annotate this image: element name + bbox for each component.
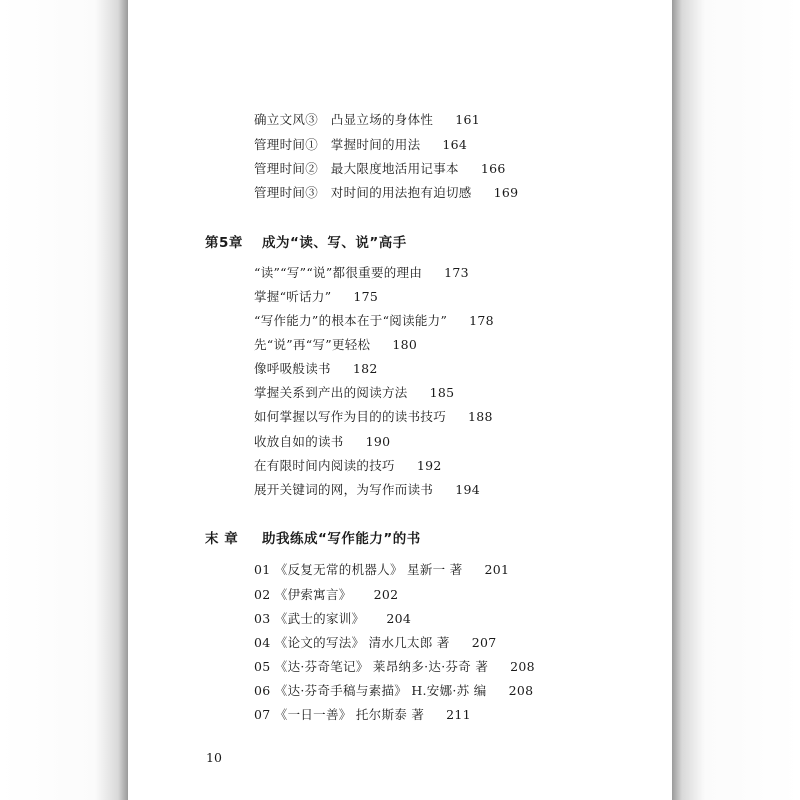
- toc-entry-title: 掌握关系到产出的阅读方法: [254, 385, 408, 400]
- toc-entry-page: 166: [480, 161, 506, 176]
- toc-entry-title: 管理时间③ 对时间的用法抱有迫切感: [254, 185, 472, 200]
- toc-entry-page: 161: [455, 112, 480, 127]
- chapter-title: 助我练成“写作能力”的书: [262, 531, 421, 547]
- toc-entry-page: 194: [455, 482, 480, 497]
- toc-entry: [254, 185, 518, 201]
- toc-entry-page: 180: [392, 337, 418, 352]
- toc-entry-title: 在有限时间内阅读的技巧: [254, 458, 395, 473]
- toc-entry-title: 收放自如的读书: [254, 434, 344, 449]
- page-number: 10: [206, 750, 222, 765]
- chapter-heading: [205, 530, 421, 548]
- toc-entry-page: 164: [442, 137, 468, 152]
- toc-entry: [254, 409, 493, 425]
- toc-entry-page: 175: [353, 289, 379, 304]
- toc-entry: [254, 137, 467, 153]
- toc-entry: [254, 635, 497, 651]
- toc-entry: [254, 385, 454, 401]
- toc-entry: [254, 659, 535, 675]
- toc-entry-title: 03 《武士的家训》: [254, 611, 365, 626]
- toc-entry-page: 208: [508, 683, 534, 698]
- toc-entry-title: 07 《一日一善》 托尔斯泰 著: [254, 707, 425, 722]
- toc-entry: [254, 611, 411, 627]
- toc-entry: [254, 458, 442, 474]
- toc-entry-page: 204: [386, 611, 412, 626]
- toc-entry-title: 06 《达·芬奇手稿与素描》 H.安娜·苏 编: [254, 683, 487, 698]
- toc-entry-page: 202: [373, 587, 399, 602]
- toc-entry: [254, 562, 509, 578]
- toc-entry-title: 展开关键词的网，为写作而读书: [254, 482, 434, 497]
- toc-entry-page: 201: [484, 562, 510, 577]
- toc-entry-title: 像呼吸般读书: [254, 361, 331, 376]
- toc-entry-title: 02 《伊索寓言》: [254, 587, 352, 602]
- toc-entry: [254, 313, 494, 329]
- chapter-heading: [205, 234, 407, 252]
- toc-entry-page: 208: [510, 659, 535, 674]
- toc-entry-title: 管理时间① 掌握时间的用法: [254, 137, 421, 152]
- toc-entry-title: “读”“写”“说”都很重要的理由: [254, 265, 423, 280]
- toc-entry-title: “写作能力”的根本在于“阅读能力”: [254, 313, 448, 328]
- page-gutter-shadow-right: [672, 0, 800, 800]
- toc-entry: [254, 361, 378, 377]
- chapter-title: 成为“读、写、说”高手: [262, 235, 407, 251]
- toc-entry-title: 如何掌握以写作为目的的读书技巧: [254, 409, 447, 424]
- toc-entry-title: 01 《反复无常的机器人》 星新一 著: [254, 562, 463, 577]
- toc-entry-page: 185: [429, 385, 455, 400]
- toc-entry-page: 169: [493, 185, 519, 200]
- toc-entry: [254, 707, 471, 723]
- toc-entry: [254, 434, 390, 450]
- toc-entry-page: 178: [469, 313, 494, 328]
- page-gutter-shadow-left: [0, 0, 128, 800]
- toc-entry: [254, 161, 506, 177]
- toc-entry: [254, 265, 469, 281]
- toc-entry-page: 188: [468, 409, 493, 424]
- toc-entry-page: 207: [471, 635, 497, 650]
- toc-entry-page: 211: [446, 707, 471, 722]
- toc-entry: [254, 337, 417, 353]
- toc-entry: [254, 587, 398, 603]
- toc-entry: [254, 482, 480, 498]
- toc-entry-title: 管理时间② 最大限度地活用记事本: [254, 161, 459, 176]
- toc-entry-title: 04 《论文的写法》 清水几太郎 著: [254, 635, 450, 650]
- toc-entry-page: 173: [444, 265, 469, 280]
- toc-entry-page: 192: [416, 458, 442, 473]
- toc-entry-title: 05 《达·芬奇笔记》 莱昂纳多·达·芬奇 著: [254, 659, 489, 674]
- toc-entry-title: 先“说”再“写”更轻松: [254, 337, 371, 352]
- toc-entry: [254, 112, 480, 128]
- toc-entry-title: 掌握“听话力”: [254, 289, 332, 304]
- toc-entry-page: 182: [352, 361, 378, 376]
- chapter-label: 末 章: [205, 531, 239, 547]
- toc-entry-title: 确立文风③ 凸显立场的身体性: [254, 112, 434, 127]
- chapter-label: 第5章: [205, 235, 243, 251]
- toc-entry-page: 190: [365, 434, 391, 449]
- toc-entry: [254, 683, 533, 699]
- toc-entry: [254, 289, 378, 305]
